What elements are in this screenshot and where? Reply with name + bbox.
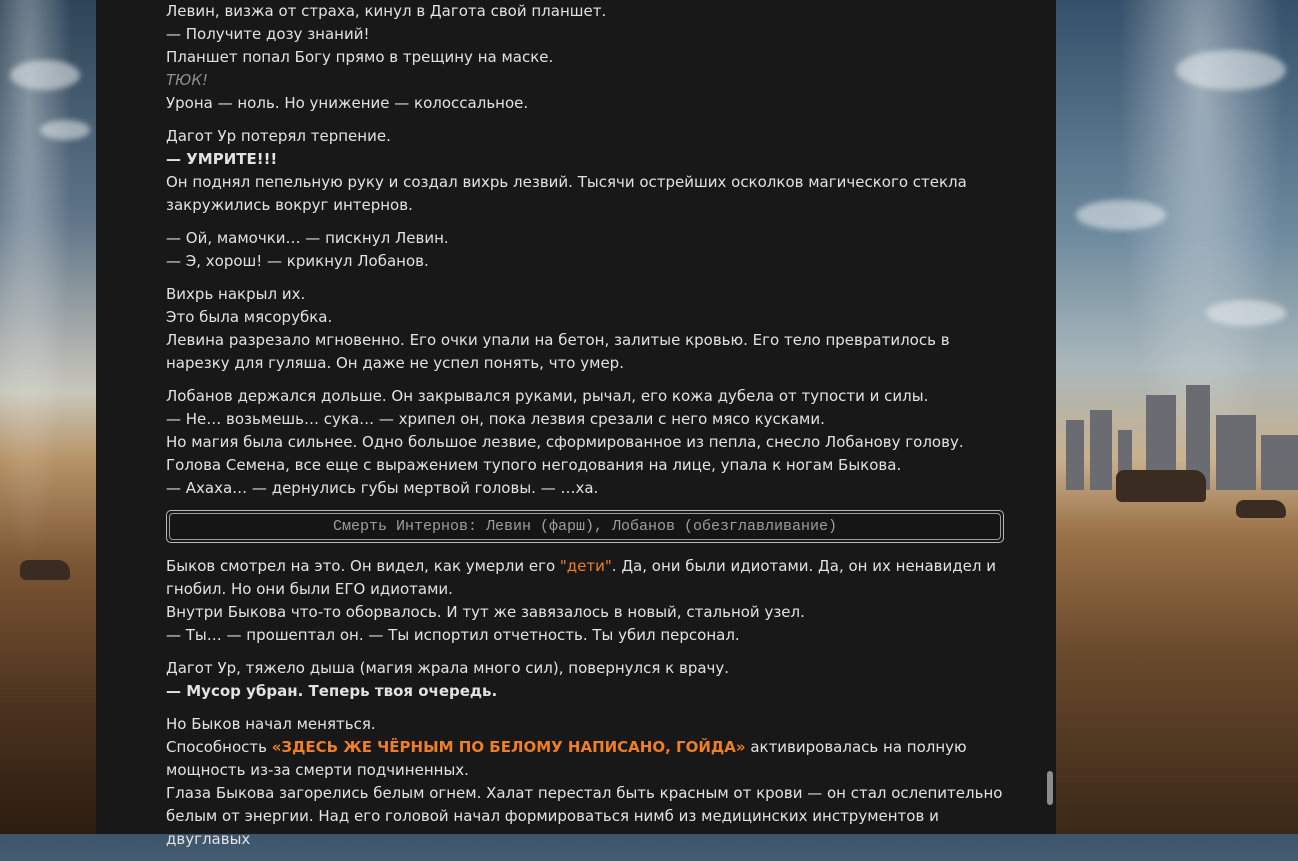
shout-line: Мусор убран. Теперь твоя очередь. [186,682,498,700]
paragraph [166,713,1006,851]
background-rock [1116,470,1206,502]
story-line: Урона — ноль. Но унижение — колоссальное. [166,94,529,112]
story-line: Но Быков начал меняться. [166,715,376,733]
story-line: — Не… возьмешь… сука… — хрипел он, пока лезвия срезали с него мясо кусками. [166,410,825,428]
scrollbar[interactable] [1046,0,1054,834]
story-line: Планшет попал Богу прямо в трещину на маске. [166,48,554,66]
cloud [1206,300,1286,326]
paragraph [166,0,1006,115]
story-line: Левина разрезало мгновенно. Его очки упали на бетон, залитые кровью. Его тело превратилось в нарезку для гуляша. Он даже не успел понять, что умер. [166,331,950,372]
paragraph [166,227,1006,273]
story-line: активировалась на полную мощность из-за смерти подчиненных. [166,738,967,779]
background-rock [1236,500,1286,518]
paragraph [166,555,1006,647]
story-line: Дагот Ур потерял терпение. [166,127,391,145]
story-line: Он поднял пепельную руку и создал вихрь лезвий. Тысячи острейших осколков магического стекла закружились вокруг интернов. [166,173,967,214]
background-rock [20,560,70,580]
story-line: — Ой, мамочки… — пискнул Левин. [166,229,449,247]
background-right [1056,0,1298,834]
story-line: Это была мясорубка. [166,308,333,326]
story-line: Быков смотрел на это. Он видел, как умерли его [166,557,560,575]
story-line: Способность [166,738,272,756]
sound-effect: ТЮК! [166,71,209,89]
story-line: . Да, они были идиотами. Да, он их ненавидел и гнобил. Но они были ЕГО идиотами. [166,557,996,598]
story-line: — Получите дозу знаний! [166,25,370,43]
shout-line: — УМРИТЕ!!! [166,150,278,168]
status-box [166,510,1004,543]
story-line: Вихрь накрыл их. [166,285,306,303]
story-panel [96,0,1056,848]
story-line: Но магия была сильнее. Одно большое лезвие, сформированное из пепла, снесло Лобанову голову. [166,433,964,451]
scrollbar-thumb[interactable] [1047,771,1053,805]
story-line: Голова Семена, все еще с выражением тупого негодования на лице, упала к ногам Быкова. [166,456,902,474]
highlight-text: "дети" [559,557,612,575]
paragraph [166,657,1006,703]
background-left [0,0,96,834]
story-line: Дагот Ур, тяжело дыша (магия жрала много сил), повернулся к врачу. [166,659,730,677]
cloud [1076,200,1166,230]
paragraph [166,283,1006,375]
story-content [166,0,1006,861]
paragraph [166,125,1006,217]
paragraph [166,385,1006,500]
dash: — [166,682,187,700]
story-line: — Ты… — прошептал он. — Ты испортил отчетность. Ты убил персонал. [166,626,740,644]
story-line: Левин, визжа от страха, кинул в Дагота свой планшет. [166,2,607,20]
cloud [40,120,90,140]
story-line: Внутри Быкова что-то оборвалось. И тут же завязалось в новый, стальной узел. [166,603,805,621]
ability-name: «ЗДЕСЬ ЖЕ ЧЁРНЫМ ПО БЕЛОМУ НАПИСАНО, ГОЙДА» [271,738,746,756]
cloud [1176,50,1286,90]
story-line: Глаза Быкова загорелись белым огнем. Халат перестал быть красным от крови — он стал ослепительно белым от энергии. Над его головой начал формироваться нимб из медицинских инструментов и двуглавых [166,784,1003,848]
cloud [10,60,80,90]
story-line: — Ахаха… — дернулись губы мертвой головы. — …ха. [166,479,599,497]
story-line: — Э, хорош! — крикнул Лобанов. [166,252,429,270]
status-box-text: Смерть Интернов: Левин (фарш), Лобанов (обезглавливание) [169,513,1001,540]
story-line: Лобанов держался дольше. Он закрывался руками, рычал, его кожа дубела от тупости и силы. [166,387,929,405]
